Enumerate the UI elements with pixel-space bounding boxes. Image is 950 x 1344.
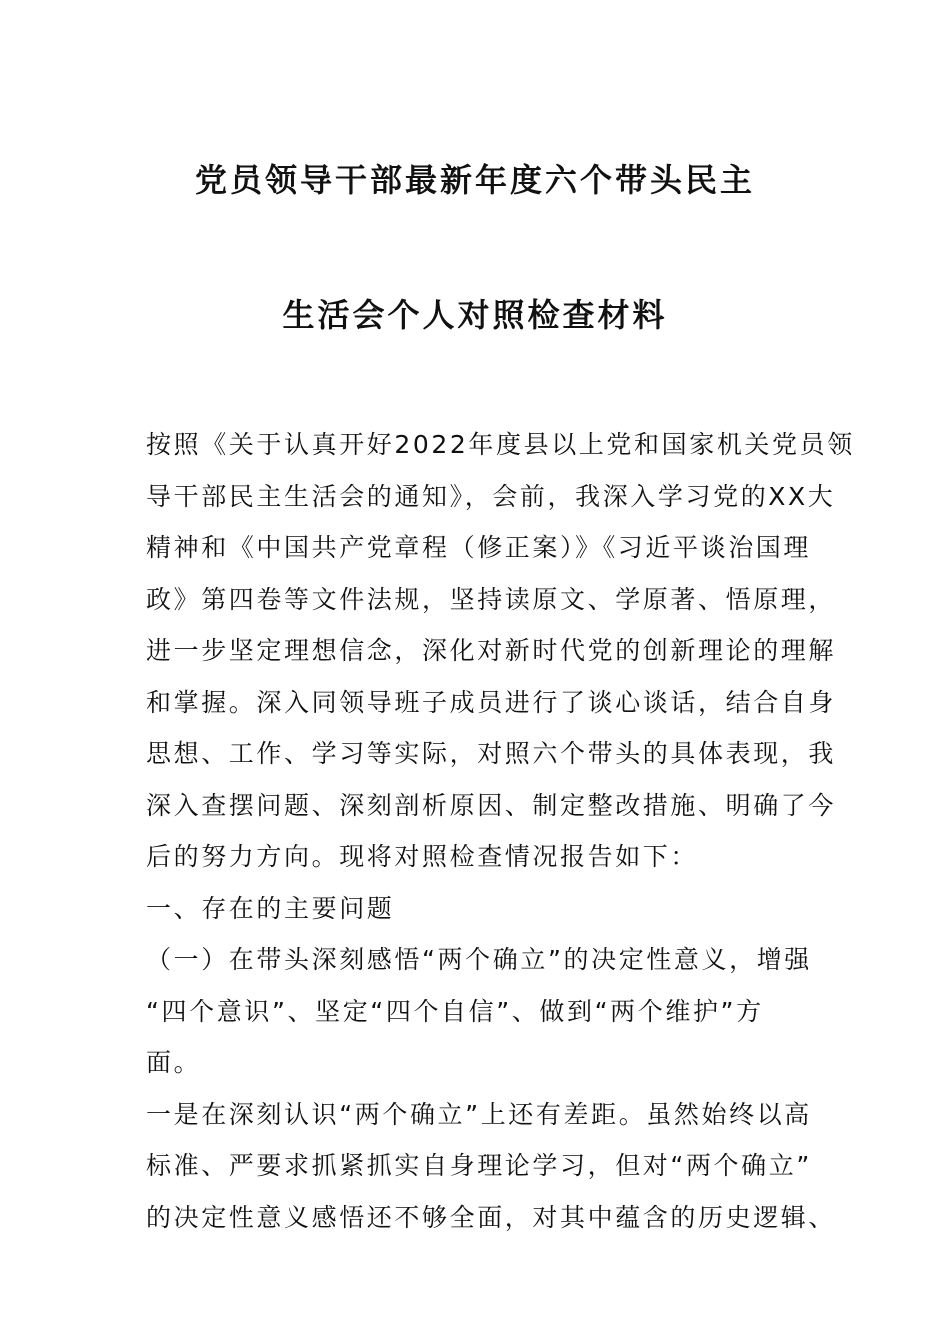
body-line: 按照《关于认真开好2022年度县以上党和国家机关党员领 <box>146 430 855 459</box>
body-line: 和掌握。深入同领导班子成员进行了谈心谈话，结合自身 <box>146 687 837 717</box>
document-title-line-1: 党员领导干部最新年度六个带头民主 <box>194 161 755 199</box>
body-line: 的决定性意义感悟还不够全面，对其中蕴含的历史逻辑、 <box>146 1202 837 1232</box>
section-heading: 一、存在的主要问题 <box>146 893 395 923</box>
body-line: 思想、工作、学习等实际，对照六个带头的具体表现，我 <box>146 739 837 768</box>
subsection-heading: “四个意识”、坚定“四个自信”、做到“两个维护”方 <box>146 996 764 1026</box>
body-line: 标准、严要求抓紧抓实自身理论学习，但对“两个确立” <box>146 1151 812 1180</box>
subsection-heading: 面。 <box>146 1048 202 1077</box>
body-line: 精神和《中国共产党章程（修正案）》《习近平谈治国理 <box>146 533 812 562</box>
body-line: 政》第四卷等文件法规，坚持读原文、学原著、悟原理， <box>146 584 837 614</box>
subsection-heading: （一）在带头深刻感悟“两个确立”的决定性意义，增强 <box>146 945 812 974</box>
body-line: 深入查摆问题、深刻剖析原因、制定整改措施、明确了今 <box>146 790 837 820</box>
document-title-line-2: 生活会个人对照检查材料 <box>282 296 668 334</box>
body-line: 导干部民主生活会的通知》，会前，我深入学习党的XX大 <box>146 481 836 511</box>
body-line: 进一步坚定理想信念，深化对新时代党的创新理论的理解 <box>146 636 837 665</box>
body-line: 一是在深刻认识“两个确立”上还有差距。虽然始终以高 <box>146 1099 812 1129</box>
body-line: 后的努力方向。现将对照检查情况报告如下： <box>146 842 699 871</box>
document-body <box>146 419 855 1243</box>
